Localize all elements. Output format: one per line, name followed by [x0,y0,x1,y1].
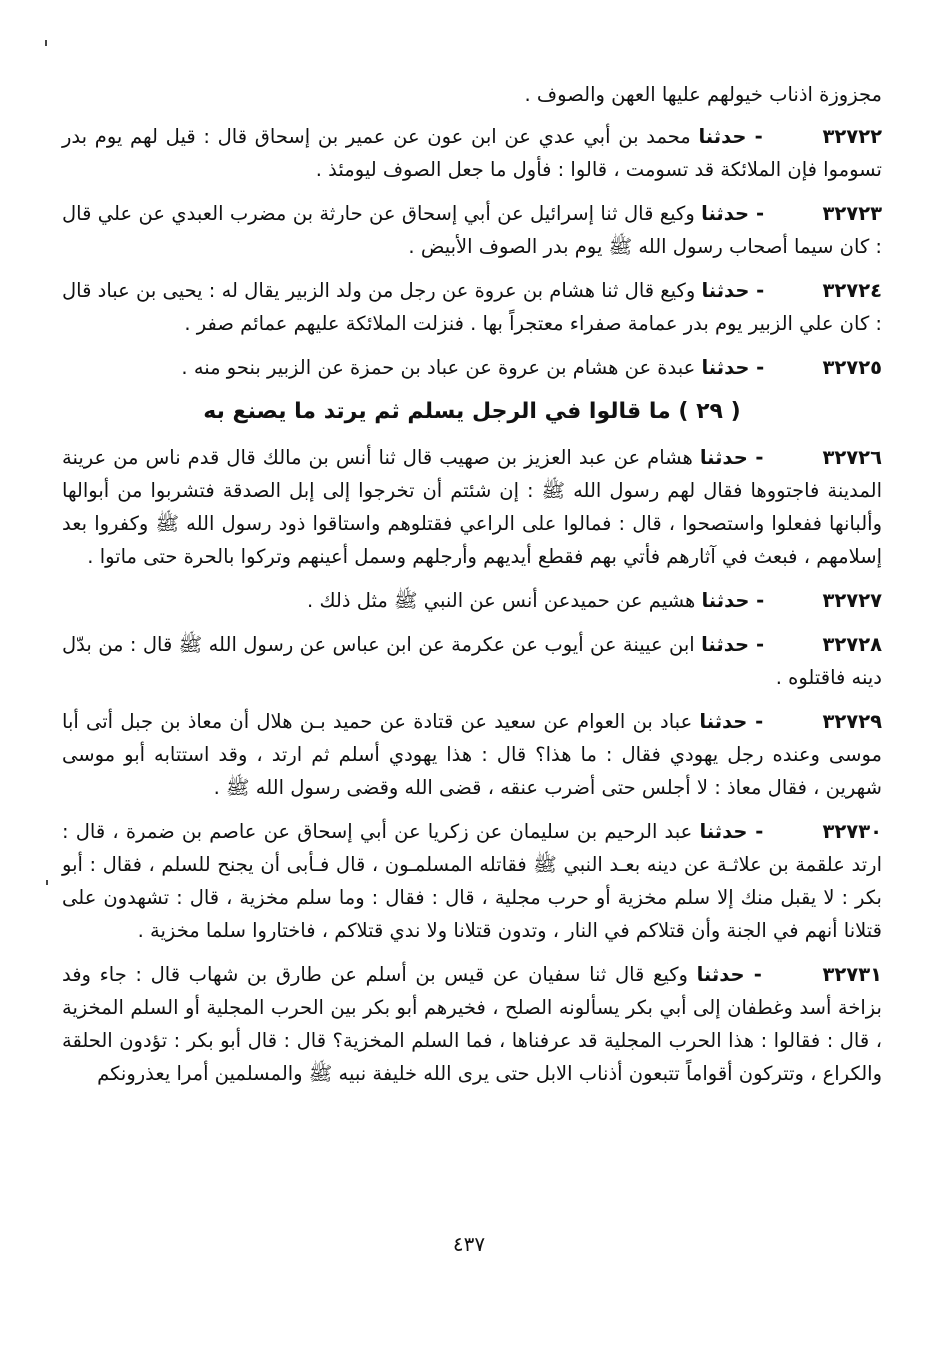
hadith-text: هشيم عن حميدعن أنس عن النبي ﷺ مثل ذلك . [307,589,702,612]
hadith-32722 [62,120,882,186]
hadith-lead: - حدثنا [701,589,765,612]
hadith-32730 [62,815,882,947]
hadith-text: وكيع قال ثنا هشام بن عروة عن رجل من ولد الزبير يقال له : يحيى بن عباد قال : كان علي الزبير يوم بدر عمامة صفراء معتجراً بها . فنزلت الملائكة عليهم عمائم صفر . [62,279,882,335]
hadith-lead: - حدثنا [699,710,764,733]
hadith-number: ٣٢٧٢٥ [822,356,882,379]
hadith-32724 [62,274,882,340]
page-number: ٤٣٧ [452,1232,486,1256]
book-page-text [62,78,882,1101]
hadith-32723 [62,197,882,263]
hadith-lead: - حدثنا [701,279,765,302]
hadith-lead: - حدثنا [699,820,764,843]
chapter-heading: ( ٢٩ ) ما قالوا في الرجل يسلم ثم يرتد ما يصنع به [203,399,741,424]
hadith-number: ٣٢٧٢٤ [822,279,882,302]
hadith-lead: - حدثنا [701,202,765,225]
hadith-32731 [62,958,882,1090]
hadith-text: عباد بن العوام عن سعيد عن قتادة عن حميد بـن هلال أن معاذ بن جبل أتى أبا موسى وعنده رجل يهودي فقال : ما هذا؟ قال : هذا يهودي أسلم ثم ارتد ، وقد استتابه أبو موسى شهرين ، فقال معاذ : لا أجلس حتى أضرب عنقه ، قضى الله وقضى رسول الله ﷺ . [62,710,882,799]
hadith-number: ٣٢٧٢٩ [822,710,882,733]
hadith-number: ٣٢٧٢٦ [822,446,882,469]
scan-mark-left-middle [46,880,48,885]
hadith-number: ٣٢٧٢٧ [822,589,882,612]
hadith-32729 [62,705,882,804]
hadith-text: ابن عيينة عن أيوب عن عكرمة عن ابن عباس عن رسول الله ﷺ قال : من بدّل دينه فاقتلوه . [62,633,882,689]
hadith-text: وكيع قال ثنا إسرائيل عن أبي إسحاق عن حارثة بن مضرب العبدي عن علي قال : كان سيما أصحاب رسول الله ﷺ يوم بدر الصوف الأبيض . [62,202,882,258]
hadith-lead: - حدثنا [698,125,763,148]
scan-mark-top-left [45,40,47,46]
hadith-number: ٣٢٧٣٠ [822,820,882,843]
hadith-text: هشام عن عبد العزيز بن صهيب قال ثنا أنس بن مالك قال قدم ناس من عرينة المدينة فاجتووها فقال لهم رسول الله ﷺ : إن شئتم أن تخرجوا إلى إبل الصدقة فتشربوا من أبوالها وألبانها ففعلوا واستصحوا ، قال : فمالوا على الراعي فقتلوهم واستاقوا ذود رسول الله ﷺ وكفروا بعد إسلامهم ، فبعث في آثارهم فأتي بهم فقطع أيديهم وأرجلهم وسمل أعينهم وتركوا بالحرة حتى ماتوا . [62,446,882,568]
hadith-number: ٣٢٧٣١ [822,963,883,986]
hadith-text: عبدة عن هشام بن عروة عن عباد بن حمزة عن الزبير بنحو منه . [181,356,702,379]
hadith-number: ٣٢٧٢٣ [822,202,882,225]
hadith-32728 [62,628,882,694]
hadith-32727 [62,584,882,617]
hadith-number: ٣٢٧٢٢ [822,125,883,148]
hadith-text: وكيع قال ثنا سفيان عن قيس بن أسلم عن طارق بن شهاب قال : جاء وفد بزاخة أسد وغطفان إلى أبي بكر يسألونه الصلح ، فخيرهم أبو بكر بين الحرب المجلية أو السلم المخزية ، قال : فقالوا : هذا الحرب المجلية قد عرفناها ، فما السلم المخزية؟ قال : قال أبو بكر : تؤدون الحلقة والكراع ، وتتركون أقواماً تتبعون أذناب الابل حتى يرى الله خليفة نبيه ﷺ والمسلمين أمرا يعذرونكم [62,963,882,1085]
hadith-number: ٣٢٧٢٨ [822,633,882,656]
hadith-text: عبد الرحيم بن سليمان عن زكريا عن أبي إسحاق عن عاصم بن ضمرة ، قال : ارتد علقمة بن علاثـة عن دينه بعـد النبي ﷺ فقاتله المسلمـون ، قال فـأبى أن يجنح للسلم ، فقال : أبو بكر : لا يقبل منك إلا سلم مخزية أو حرب مجلية ، قال : فقال : وما سلم مخزية ، قال : تشهدون على قتلانا أنهم في الجنة وأن قتلاكم في النار ، وتدون قتلانا ولا ندي قتلاكم ، فاختاروا سلما مخزية . [62,820,882,942]
hadith-lead: - حدثنا [701,356,765,379]
hadith-lead: - حدثنا [699,446,764,469]
continuation-line [62,78,882,111]
hadith-text: محمد بن أبي عدي عن ابن عون عن عمير بن إسحاق قال : قيل لهم يوم بدر تسوموا فإن الملائكة قد تسومت ، قالوا : فأول ما جعل الصوف ليومئذ . [62,125,882,181]
hadith-32725 [62,351,882,384]
hadith-32726 [62,441,882,573]
hadith-lead: - حدثنا [696,963,762,986]
continuation-text: مجزوزة اذناب خيولهم عليها العهن والصوف . [524,83,882,106]
hadith-lead: - حدثنا [701,633,765,656]
